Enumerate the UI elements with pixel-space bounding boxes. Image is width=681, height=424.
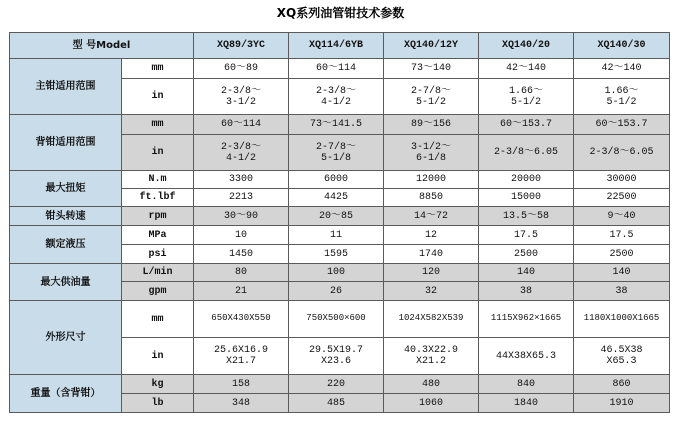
table-cell: 120 xyxy=(384,264,479,282)
table-cell: 6000 xyxy=(289,171,384,189)
table-cell: 11 xyxy=(289,226,384,245)
table-cell: 1740 xyxy=(384,245,479,264)
param-label: 最大扭矩 xyxy=(10,171,122,207)
table-cell: 1180X1000X1665 xyxy=(574,301,670,338)
table-cell: 1024X582X539 xyxy=(384,301,479,338)
model-name: XQ140/30 xyxy=(574,33,670,59)
unit-label: rpm xyxy=(122,207,194,226)
table-cell: 1450 xyxy=(194,245,289,264)
param-label: 主钳适用范围 xyxy=(10,59,122,115)
header-row xyxy=(10,33,670,59)
table-cell: 14～72 xyxy=(384,207,479,226)
table-cell: 38 xyxy=(574,282,670,301)
table-row xyxy=(10,375,670,394)
table-cell: 348 xyxy=(194,394,289,413)
table-cell: 30～90 xyxy=(194,207,289,226)
table-cell: 22500 xyxy=(574,189,670,207)
table-cell: 1.66～ 5-1/2 xyxy=(604,85,639,108)
table-cell: 20000 xyxy=(479,171,574,189)
table-cell: 3-1/2～ 6-1/8 xyxy=(411,141,452,164)
table-row xyxy=(10,207,670,226)
table-cell: 60～114 xyxy=(194,115,289,135)
table-cell: 140 xyxy=(479,264,574,282)
table-cell: 2500 xyxy=(574,245,670,264)
unit-label: N.m xyxy=(122,171,194,189)
table-row xyxy=(10,115,670,135)
unit-label: ft.lbf xyxy=(122,189,194,207)
table-cell: 860 xyxy=(574,375,670,394)
table-cell: 2-3/8～6.05 xyxy=(494,147,559,158)
unit-label: in xyxy=(122,79,194,115)
table-cell: 750X500×600 xyxy=(289,301,384,338)
table-row xyxy=(10,226,670,245)
unit-label: MPa xyxy=(122,226,194,245)
table-cell: 220 xyxy=(289,375,384,394)
table-title: XQ系列油管钳技术参数 xyxy=(276,6,405,20)
table-cell: 44X38X65.3 xyxy=(496,350,557,362)
param-label: 外形尺寸 xyxy=(10,301,122,375)
table-cell: 650X430X550 xyxy=(194,301,289,338)
table-cell: 1115X962×1665 xyxy=(479,301,574,338)
table-cell: 4425 xyxy=(289,189,384,207)
table-cell: 2-3/8～ 4-1/2 xyxy=(221,141,262,164)
model-name: XQ140/20 xyxy=(479,33,574,59)
unit-label: in xyxy=(122,338,194,375)
table-cell: 29.5X19.7 X23.6 xyxy=(309,345,364,367)
unit-label: gpm xyxy=(122,282,194,301)
model-name: XQ140/12Y xyxy=(384,33,479,59)
table-cell: 40.3X22.9 X21.2 xyxy=(404,345,459,367)
table-cell: 2500 xyxy=(479,245,574,264)
table-cell: 3300 xyxy=(194,171,289,189)
unit-label: mm xyxy=(122,301,194,338)
table-cell: 60～114 xyxy=(289,59,384,79)
table-cell: 73～141.5 xyxy=(289,115,384,135)
table-cell: 1910 xyxy=(574,394,670,413)
table-cell: 2-7/8～ 5-1/8 xyxy=(316,141,357,164)
table-cell: 21 xyxy=(194,282,289,301)
table-cell: 140 xyxy=(574,264,670,282)
table-cell: 20～85 xyxy=(289,207,384,226)
table-cell: 17.5 xyxy=(479,226,574,245)
table-cell: 26 xyxy=(289,282,384,301)
table-cell: 17.5 xyxy=(574,226,670,245)
table-cell: 2-7/8～ 5-1/2 xyxy=(411,85,452,108)
table-cell: 60～153.7 xyxy=(479,115,574,135)
model-name: XQ89/3YC xyxy=(194,33,289,59)
table-cell: 32 xyxy=(384,282,479,301)
table-cell: 42～140 xyxy=(574,59,670,79)
param-label: 背钳适用范围 xyxy=(10,115,122,171)
table-cell: 485 xyxy=(289,394,384,413)
table-cell: 1595 xyxy=(289,245,384,264)
table-cell: 8850 xyxy=(384,189,479,207)
param-label: 钳头转速 xyxy=(10,207,122,226)
table-cell: 12 xyxy=(384,226,479,245)
param-label: 重量（含背钳） xyxy=(10,375,122,413)
table-cell: 10 xyxy=(194,226,289,245)
table-row xyxy=(10,171,670,189)
unit-label: kg xyxy=(122,375,194,394)
table-cell: 38 xyxy=(479,282,574,301)
table-row xyxy=(10,301,670,338)
table-cell: 2-3/8～6.05 xyxy=(589,147,654,158)
table-cell: 73～140 xyxy=(384,59,479,79)
model-name: XQ114/6YB xyxy=(289,33,384,59)
table-cell: 2-3/8～ 3-1/2 xyxy=(221,85,262,108)
table-cell: 158 xyxy=(194,375,289,394)
table-cell: 60～89 xyxy=(194,59,289,79)
table-cell: 1.66～ 5-1/2 xyxy=(509,85,544,108)
table-cell: 30000 xyxy=(574,171,670,189)
model-label: 型 号Model xyxy=(10,33,194,59)
table-cell: 89～156 xyxy=(384,115,479,135)
table-cell: 80 xyxy=(194,264,289,282)
unit-label: psi xyxy=(122,245,194,264)
table-cell: 1840 xyxy=(479,394,574,413)
table-cell: 12000 xyxy=(384,171,479,189)
table-cell: 2213 xyxy=(194,189,289,207)
table-cell: 42～140 xyxy=(479,59,574,79)
param-label: 额定液压 xyxy=(10,226,122,264)
unit-label: L/min xyxy=(122,264,194,282)
table-cell: 25.6X16.9 X21.7 xyxy=(214,345,269,367)
spec-table xyxy=(9,32,670,413)
table-row xyxy=(10,264,670,282)
table-cell: 2-3/8～ 4-1/2 xyxy=(316,85,357,108)
table-cell: 46.5X38 X65.3 xyxy=(600,345,643,367)
unit-label: mm xyxy=(122,115,194,135)
unit-label: in xyxy=(122,135,194,171)
table-cell: 60～153.7 xyxy=(574,115,670,135)
table-cell: 840 xyxy=(479,375,574,394)
table-row xyxy=(10,59,670,79)
unit-label: lb xyxy=(122,394,194,413)
table-cell: 15000 xyxy=(479,189,574,207)
table-cell: 1060 xyxy=(384,394,479,413)
unit-label: mm xyxy=(122,59,194,79)
table-cell: 100 xyxy=(289,264,384,282)
param-label: 最大供油量 xyxy=(10,264,122,301)
table-cell: 13.5～58 xyxy=(479,207,574,226)
table-cell: 480 xyxy=(384,375,479,394)
table-cell: 9～40 xyxy=(574,207,670,226)
